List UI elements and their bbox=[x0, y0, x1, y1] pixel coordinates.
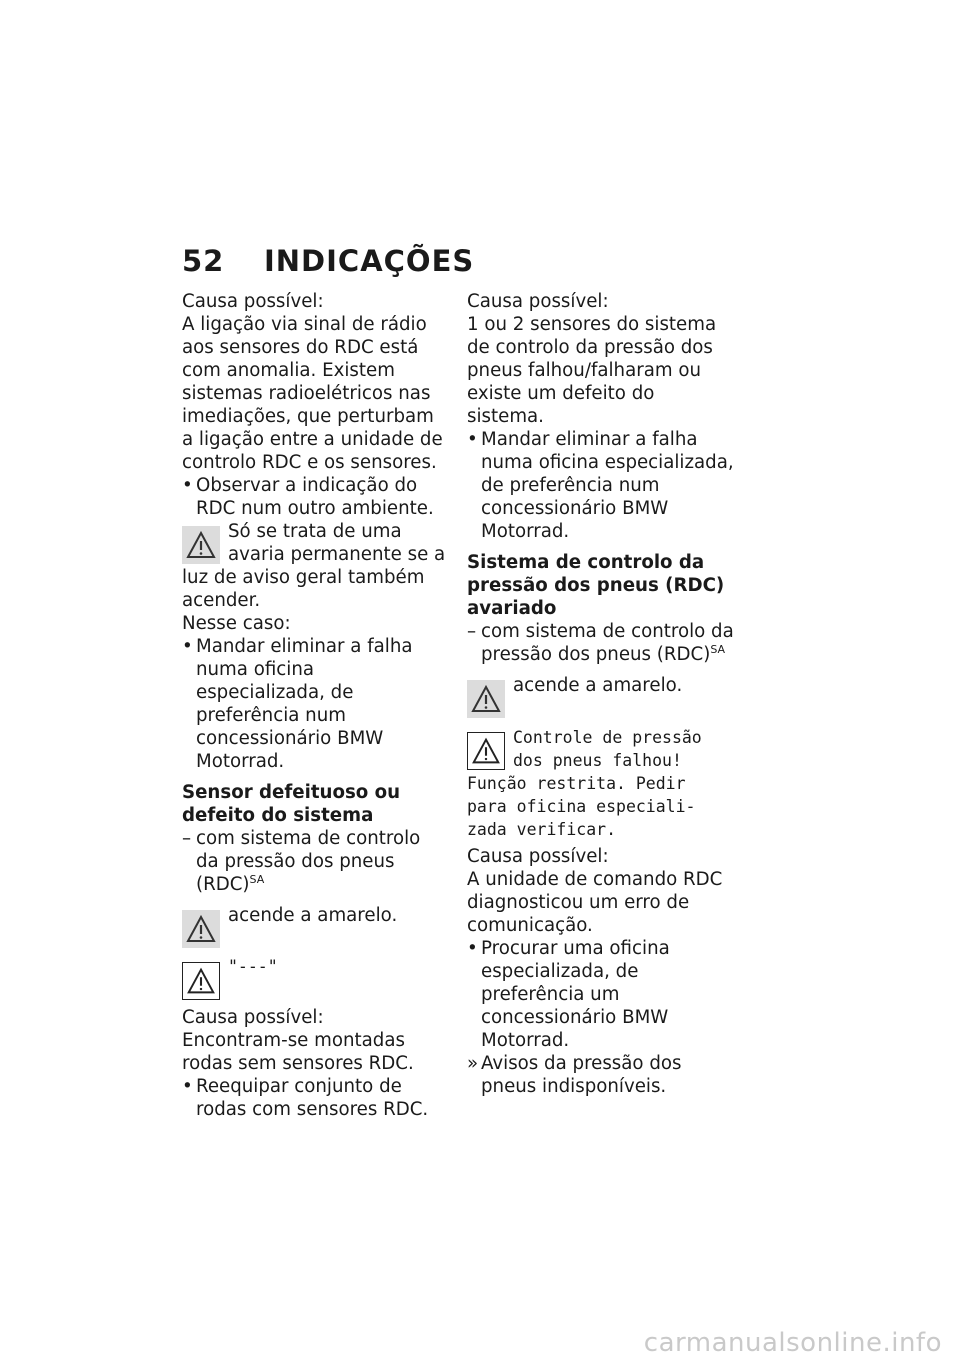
section-heading: Sensor defeituoso ou defeito do sistema bbox=[182, 782, 401, 826]
sa-superscript: SA bbox=[710, 642, 726, 656]
bullet-item: • Observar a indicação do RDC num outro ambiente. bbox=[182, 474, 446, 520]
cause-label: Causa possível: bbox=[182, 1007, 324, 1028]
cause-label: Causa possível: bbox=[467, 846, 609, 867]
bullet-item: • Reequipar conjunto de rodas com sensores RDC. bbox=[182, 1075, 446, 1121]
lamp-row bbox=[467, 674, 735, 718]
dash-item-text: com sistema de controlo da pressão dos pneus (RDC) bbox=[481, 621, 734, 665]
cause-text: 1 ou 2 sensores do sistema de controlo da pressão dos pneus falhou/falharam ou existe um defeito do sistema. bbox=[467, 314, 717, 427]
display-block bbox=[467, 726, 735, 841]
lamp-text: acende a amarelo. bbox=[228, 905, 398, 926]
watermark: carmanualsonline.info bbox=[643, 1328, 942, 1358]
cause-text: A unidade de comando RDC diagnosticou um erro de comunicação. bbox=[467, 869, 723, 936]
display-text: Controle de pressão dos pneus falhou! Função restrita. Pedir para oficina especiali-zada verificar. bbox=[467, 728, 702, 839]
cause-label: Causa possível: bbox=[182, 291, 324, 312]
page-title: INDICAÇÕES bbox=[264, 244, 475, 278]
right-column bbox=[467, 290, 735, 1098]
warning-triangle-icon bbox=[467, 680, 505, 718]
page-header bbox=[182, 244, 474, 278]
cause-text: Encontram-se montadas rodas sem sensores RDC. bbox=[182, 1030, 414, 1074]
left-column bbox=[182, 290, 446, 1121]
warning-triangle-outline-icon bbox=[467, 732, 505, 770]
warning-note bbox=[182, 520, 446, 612]
bullet-item: • Mandar eliminar a falha numa oficina especializada, de preferência num concessionário BMW Motorrad. bbox=[467, 428, 735, 543]
warning-note-text: Só se trata de uma avaria permanente se a luz de aviso geral também acender. bbox=[182, 521, 446, 611]
warning-triangle-icon bbox=[182, 526, 220, 564]
display-text: "---" bbox=[228, 957, 278, 976]
cause-label: Causa possível: bbox=[467, 291, 609, 312]
nesse-caso-label: Nesse caso: bbox=[182, 613, 291, 634]
section-heading: Sistema de controlo da pressão dos pneus (RDC) avariado bbox=[467, 552, 725, 619]
bullet-item: • Mandar eliminar a falha numa oficina especializada, de preferência num concessionário BMW Motorrad. bbox=[182, 635, 446, 773]
dash-item-text: com sistema de controlo da pressão dos pneus (RDC) bbox=[196, 828, 421, 895]
dash-item bbox=[182, 827, 446, 896]
lamp-text: acende a amarelo. bbox=[513, 675, 683, 696]
page-number: 52 bbox=[182, 244, 225, 278]
warning-triangle-outline-icon bbox=[182, 962, 220, 1000]
display-row bbox=[182, 956, 446, 1000]
arrow-item: » Avisos da pressão dos pneus indisponíveis. bbox=[467, 1052, 735, 1098]
bullet-item: • Procurar uma oficina especializada, de preferência um concessionário BMW Motorrad. bbox=[467, 937, 735, 1052]
sa-superscript: SA bbox=[249, 872, 265, 886]
warning-triangle-icon bbox=[182, 910, 220, 948]
dash-item bbox=[467, 620, 735, 666]
lamp-row bbox=[182, 904, 446, 948]
cause-text: A ligação via sinal de rádio aos sensores do RDC está com anomalia. Existem sistemas radioelétricos nas imediações, que perturbam a ligação entre a unidade de controlo RDC e os sensores. bbox=[182, 314, 443, 473]
